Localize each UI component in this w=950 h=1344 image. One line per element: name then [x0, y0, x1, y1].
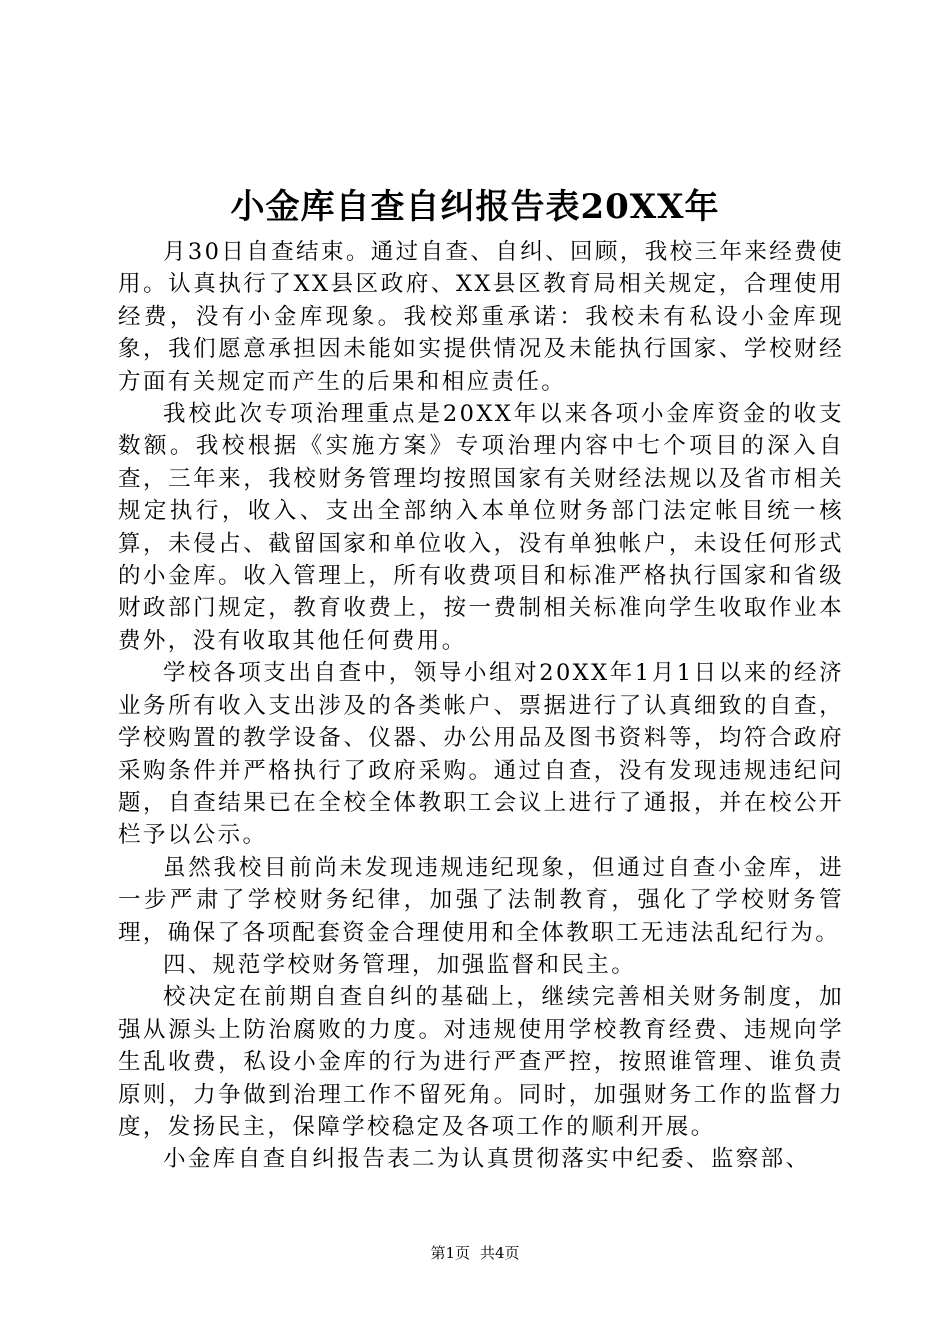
page-total: 共4页 — [480, 1244, 520, 1262]
paragraph: 小金库自查自纠报告表二为认真贯彻落实中纪委、监察部、 — [163, 1146, 811, 1173]
page-footer — [0, 1242, 950, 1264]
paragraph: 校决定在前期自查自纠的基础上，继续完善相关财务制度，加强从源头上防治腐败的力度。对违规使用学校教育经费、违规向学生乱收费，私设小金库的行为进行严查严控，按照谁管理、谁负责原则，力争做到治理工作不留死角。同时，加强财务工作的监督力度，发扬民主，保障学校稳定及各项工作的顺利开展。 — [118, 984, 844, 1140]
document-body — [118, 236, 844, 1176]
paragraph: 月30日自查结束。通过自查、自纠、回顾，我校三年来经费使用。认真执行了XX县区政府、XX县区教育局相关规定，合理使用经费，没有小金库现象。我校郑重承诺：我校未有私设小金库现象，我们愿意承担因未能如实提供情况及未能执行国家、学校财经方面有关规定而产生的后果和相应责任。 — [118, 239, 844, 395]
paragraph: 学校各项支出自查中，领导小组对20XX年1月1日以来的经济业务所有收入支出涉及的各类帐户、票据进行了认真细致的自查，学校购置的教学设备、仪器、办公用品及图书资料等，均符合政府采购条件并严格执行了政府采购。通过自查，没有发现违规违纪问题，自查结果已在全校全体教职工会议上进行了通报，并在校公开栏予以公示。 — [118, 660, 844, 849]
paragraph: 我校此次专项治理重点是20XX年以来各项小金库资金的收支数额。我校根据《实施方案》专项治理内容中七个项目的深入自查，三年来，我校财务管理均按照国家有关财经法规以及省市相关规定执行，收入、支出全部纳入本单位财务部门法定帐目统一核算，未侵占、截留国家和单位收入，没有单独帐户，未设任何形式的小金库。收入管理上，所有收费项目和标准严格执行国家和省级财政部门规定，教育收费上，按一费制相关标准向学生收取作业本费外，没有收取其他任何费用。 — [118, 401, 844, 654]
document-title: 小金库自查自纠报告表20XX年 — [230, 187, 720, 227]
page-number: 第1页 — [430, 1244, 470, 1262]
paragraph: 虽然我校目前尚未发现违规违纪现象，但通过自查小金库，进一步严肃了学校财务纪律，加强了法制教育，强化了学校财务管理，确保了各项配套资金合理使用和全体教职工无违法乱纪行为。 — [118, 854, 844, 946]
section-heading: 四、规范学校财务管理，加强监督和民主。 — [163, 951, 637, 978]
